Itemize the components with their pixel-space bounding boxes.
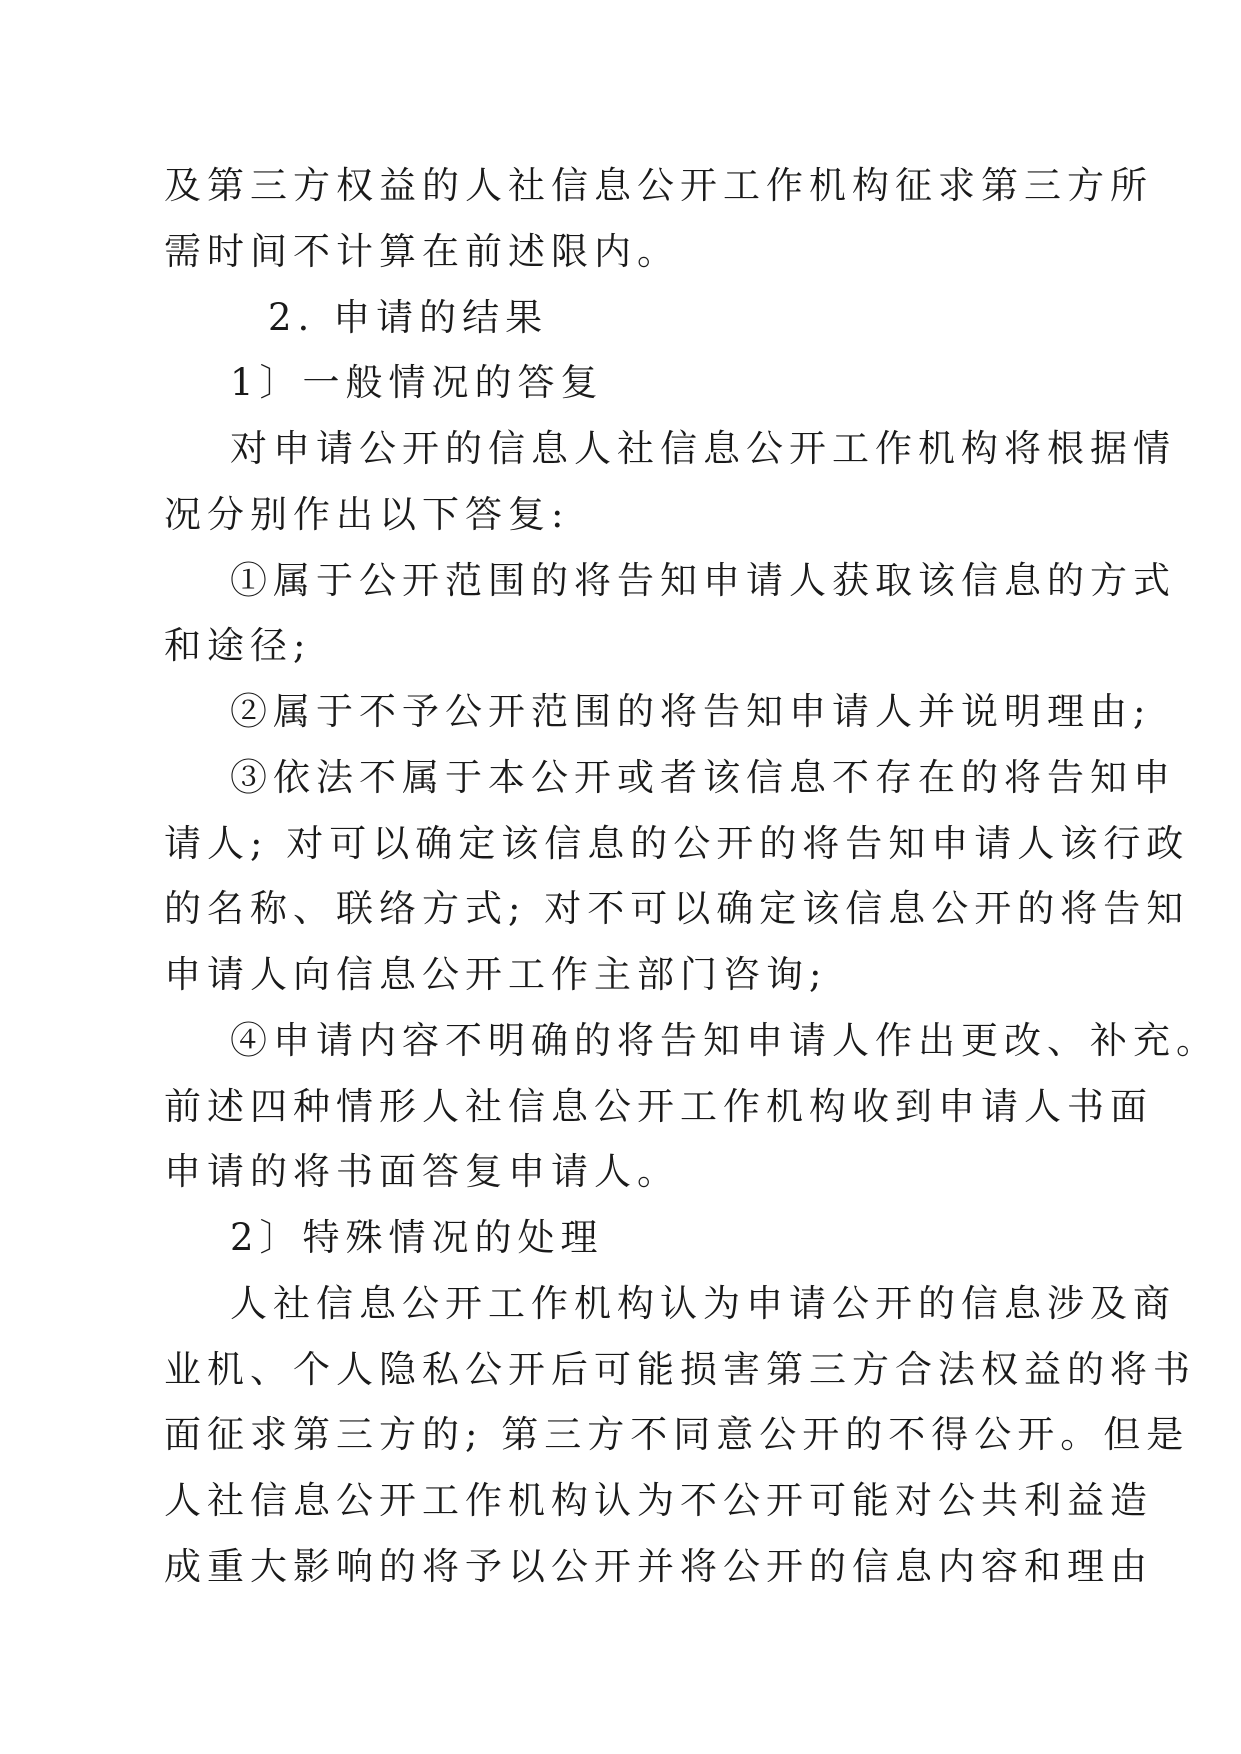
list-item-line: ①属于公开范围的将告知申请人获取该信息的方式 (230, 559, 1176, 602)
list-item-line: 申请人向信息公开工作主部门咨询; (164, 953, 828, 996)
subsection-heading: 2〕特殊情况的处理 (230, 1216, 604, 1259)
body-text-line: 前述四种情形人社信息公开工作机构收到申请人书面 (164, 1085, 1153, 1128)
list-item-line: 的名称、联络方式; 对不可以确定该信息公开的将告知 (164, 887, 1190, 930)
list-item-line: 请人; 对可以确定该信息的公开的将告知申请人该行政 (164, 822, 1190, 865)
body-text-line: 况分别作出以下答复: (164, 493, 570, 536)
list-item-line: ②属于不予公开范围的将告知申请人并说明理由; (230, 690, 1152, 733)
subsection-heading: 1〕一般情况的答复 (230, 361, 604, 404)
list-item-line: ③依法不属于本公开或者该信息不存在的将告知申 (230, 756, 1176, 799)
body-text-line: 业机、个人隐私公开后可能损害第三方合法权益的将书 (164, 1348, 1196, 1391)
body-text-line: 人社信息公开工作机构认为申请公开的信息涉及商 (230, 1282, 1176, 1325)
section-heading: 2. 申请的结果 (268, 296, 549, 339)
body-text-line: 成重大影响的将予以公开并将公开的信息内容和理由 (164, 1545, 1153, 1588)
body-text-line: 人社信息公开工作机构认为不公开可能对公共利益造 (164, 1479, 1153, 1522)
body-text-line: 需时间不计算在前述限内。 (164, 230, 680, 273)
body-text-line: 面征求第三方的; 第三方不同意公开的不得公开。但是 (164, 1413, 1190, 1456)
list-item-line: ④申请内容不明确的将告知申请人作出更改、补充。 (230, 1019, 1219, 1062)
body-text-line: 申请的将书面答复申请人。 (164, 1150, 680, 1193)
list-item-line: 和途径; (164, 624, 312, 667)
body-text-line: 对申请公开的信息人社信息公开工作机构将根据情 (230, 427, 1176, 470)
body-text-line: 及第三方权益的人社信息公开工作机构征求第三方所 (164, 164, 1153, 207)
